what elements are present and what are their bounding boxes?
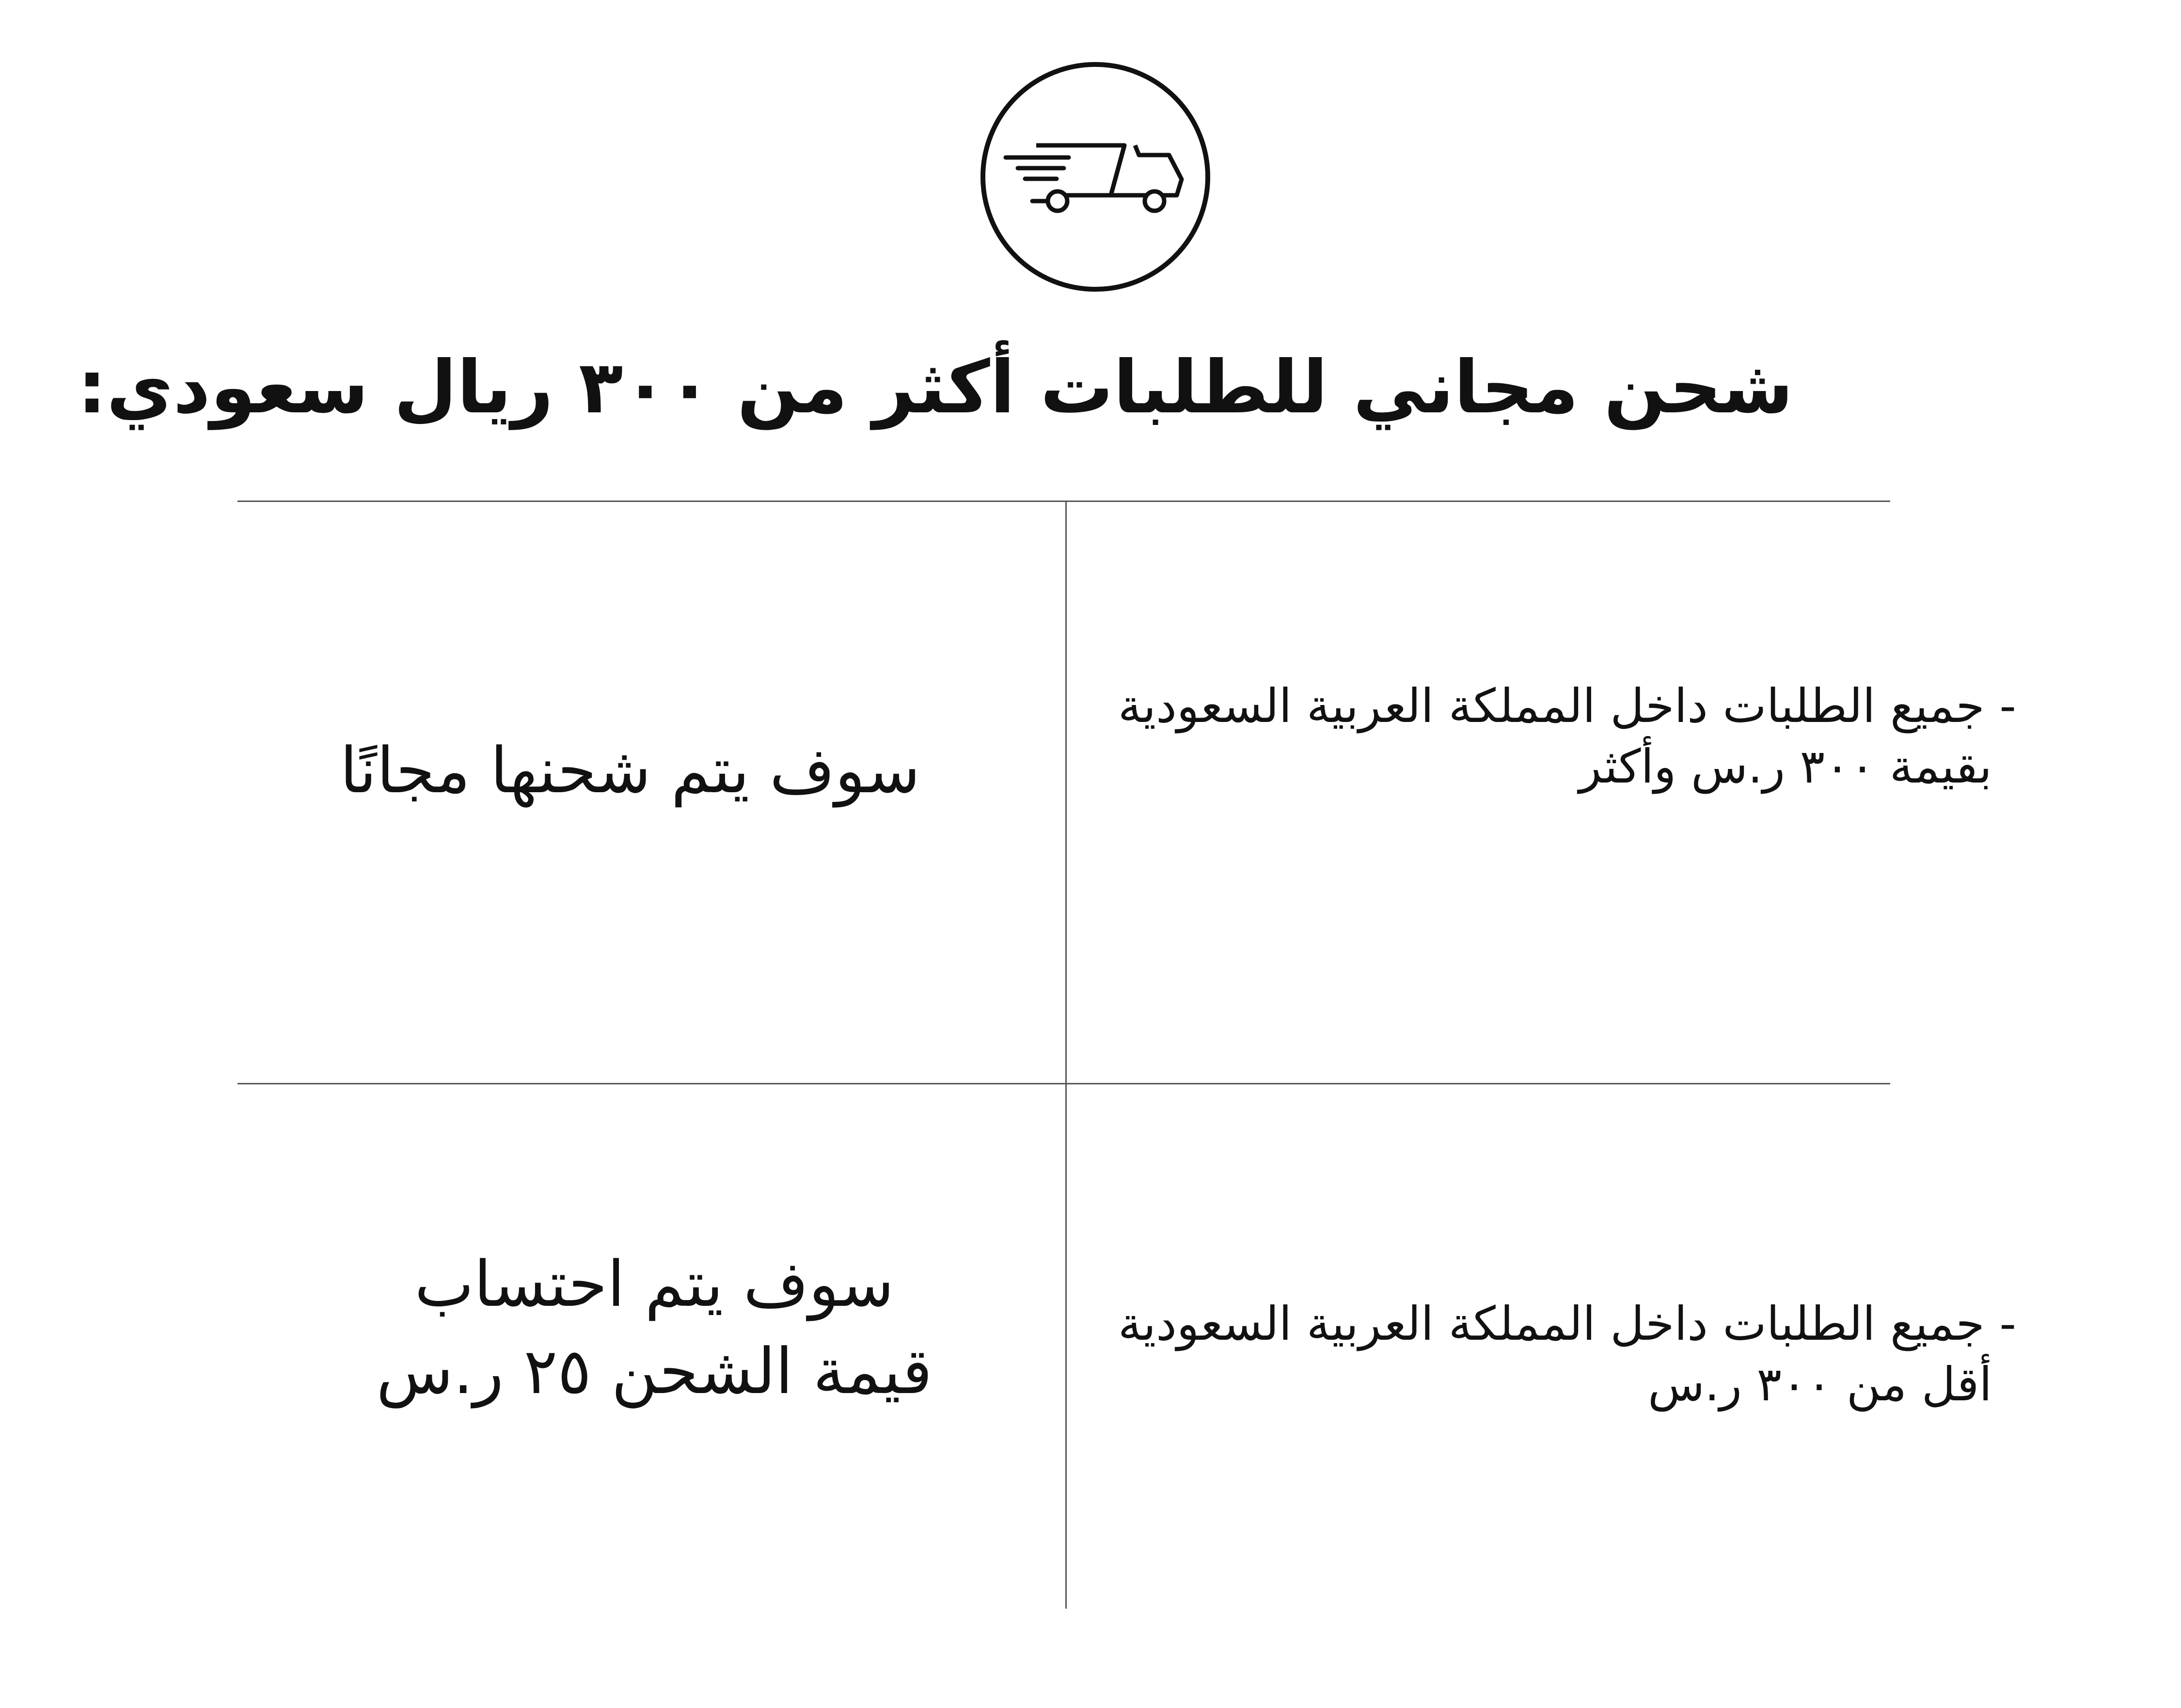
condition-text-line: أقل من ٣٠٠ ر.س (1647, 1357, 1992, 1411)
condition-text-line: - جميع الطلبات داخل المملكة العربية السعودية (1118, 679, 2016, 733)
condition-cell-free-shipping (1095, 676, 2016, 797)
condition-cell-paid-shipping (1095, 1294, 2016, 1415)
result-text-line: سوف يتم شحنها مجانًا (340, 734, 920, 807)
result-cell-paid-shipping (339, 1240, 969, 1415)
condition-text-line: بقيمة ٣٠٠ ر.س وأكثر (1579, 739, 1992, 794)
table-row-divider (237, 1083, 1890, 1084)
table-top-divider (237, 501, 1890, 502)
result-cell-free-shipping (291, 727, 969, 814)
result-text-line: قيمة الشحن ٢٥ ر.س (376, 1334, 932, 1408)
result-text-line: سوف يتم احتساب (414, 1247, 894, 1321)
table-column-divider (1065, 501, 1067, 1609)
delivery-truck-icon (979, 61, 1212, 293)
condition-text-line: - جميع الطلبات داخل المملكة العربية السعودية (1118, 1297, 2016, 1351)
page-title: شحن مجاني للطلبات أكثر من ٣٠٠ ريال سعودي: (77, 345, 1793, 430)
